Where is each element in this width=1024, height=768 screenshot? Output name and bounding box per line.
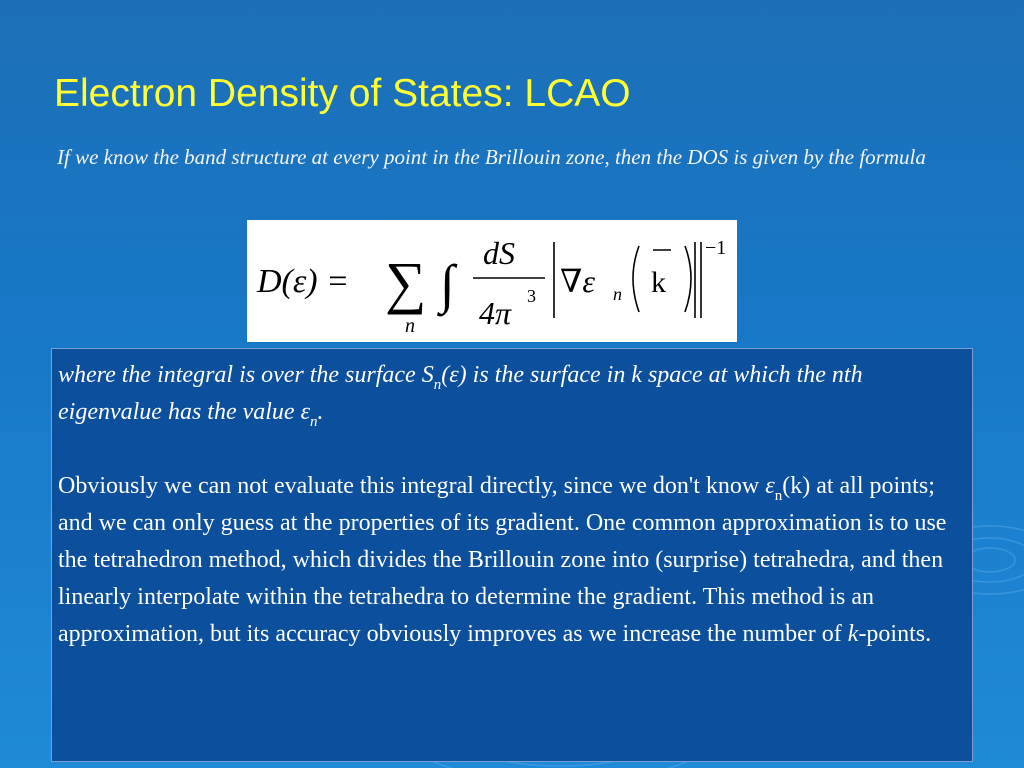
gradient-index: n [613, 284, 622, 304]
p1-epsilon: ε [449, 362, 459, 388]
intro-text: If we know the band structure at every point in the Brillouin zone, then the DOS is given by the formula [57, 145, 926, 169]
summation-index: n [405, 315, 415, 337]
paren-left [633, 246, 639, 312]
dos-formula [247, 220, 737, 342]
formula-lhs: D(ε) = [257, 263, 350, 300]
explanation-paragraph-1 [58, 357, 962, 431]
p2-text-a: Obviously we can not evaluate this integral directly, since we don't know [58, 473, 766, 499]
p1-subscript-n-2: n [310, 414, 318, 430]
fraction-numerator: dS [483, 235, 515, 271]
slide-title: Electron Density of States: LCAO [54, 72, 631, 115]
fraction-denominator: 4π [479, 295, 512, 331]
p1-text-b: ( [441, 362, 450, 388]
gradient-term: ∇ε [560, 263, 595, 299]
p1-text-c: ) is the surface in k space at which the nth eigenvalue has the value [58, 362, 863, 425]
p2-k-italic: k [847, 621, 859, 647]
p1-subscript-n: n [433, 377, 442, 393]
paren-right [685, 246, 691, 312]
p2-text-b: (k) at all points; and we can only guess at the properties of its gradient. One common approximation is to use the tetrahedron method, which divides the Brillouin zone into (surprise) tetrahedra, and then linearly interpolate within the tetrahedra to determine the gradient. This method is an approximation, but its accuracy obviously improves as we increase the number of [58, 473, 947, 647]
explanation-textbox [51, 348, 973, 762]
explanation-paragraph-2 [58, 468, 962, 653]
denominator-power: 3 [527, 286, 536, 306]
formula-exponent: −1 [705, 237, 727, 259]
p2-subscript-n: n [774, 488, 783, 504]
p2-text-c: -points. [858, 621, 932, 647]
integral-symbol: ∫ [440, 254, 455, 314]
p1-text-a: where the integral is over the surface S [58, 362, 434, 388]
p1-period: . [317, 399, 324, 425]
gradient-argument: k [651, 266, 666, 299]
p2-epsilon: ε [765, 473, 775, 499]
p1-epsilon-2: ε [300, 399, 311, 425]
summation-symbol: ∑ [385, 250, 427, 315]
